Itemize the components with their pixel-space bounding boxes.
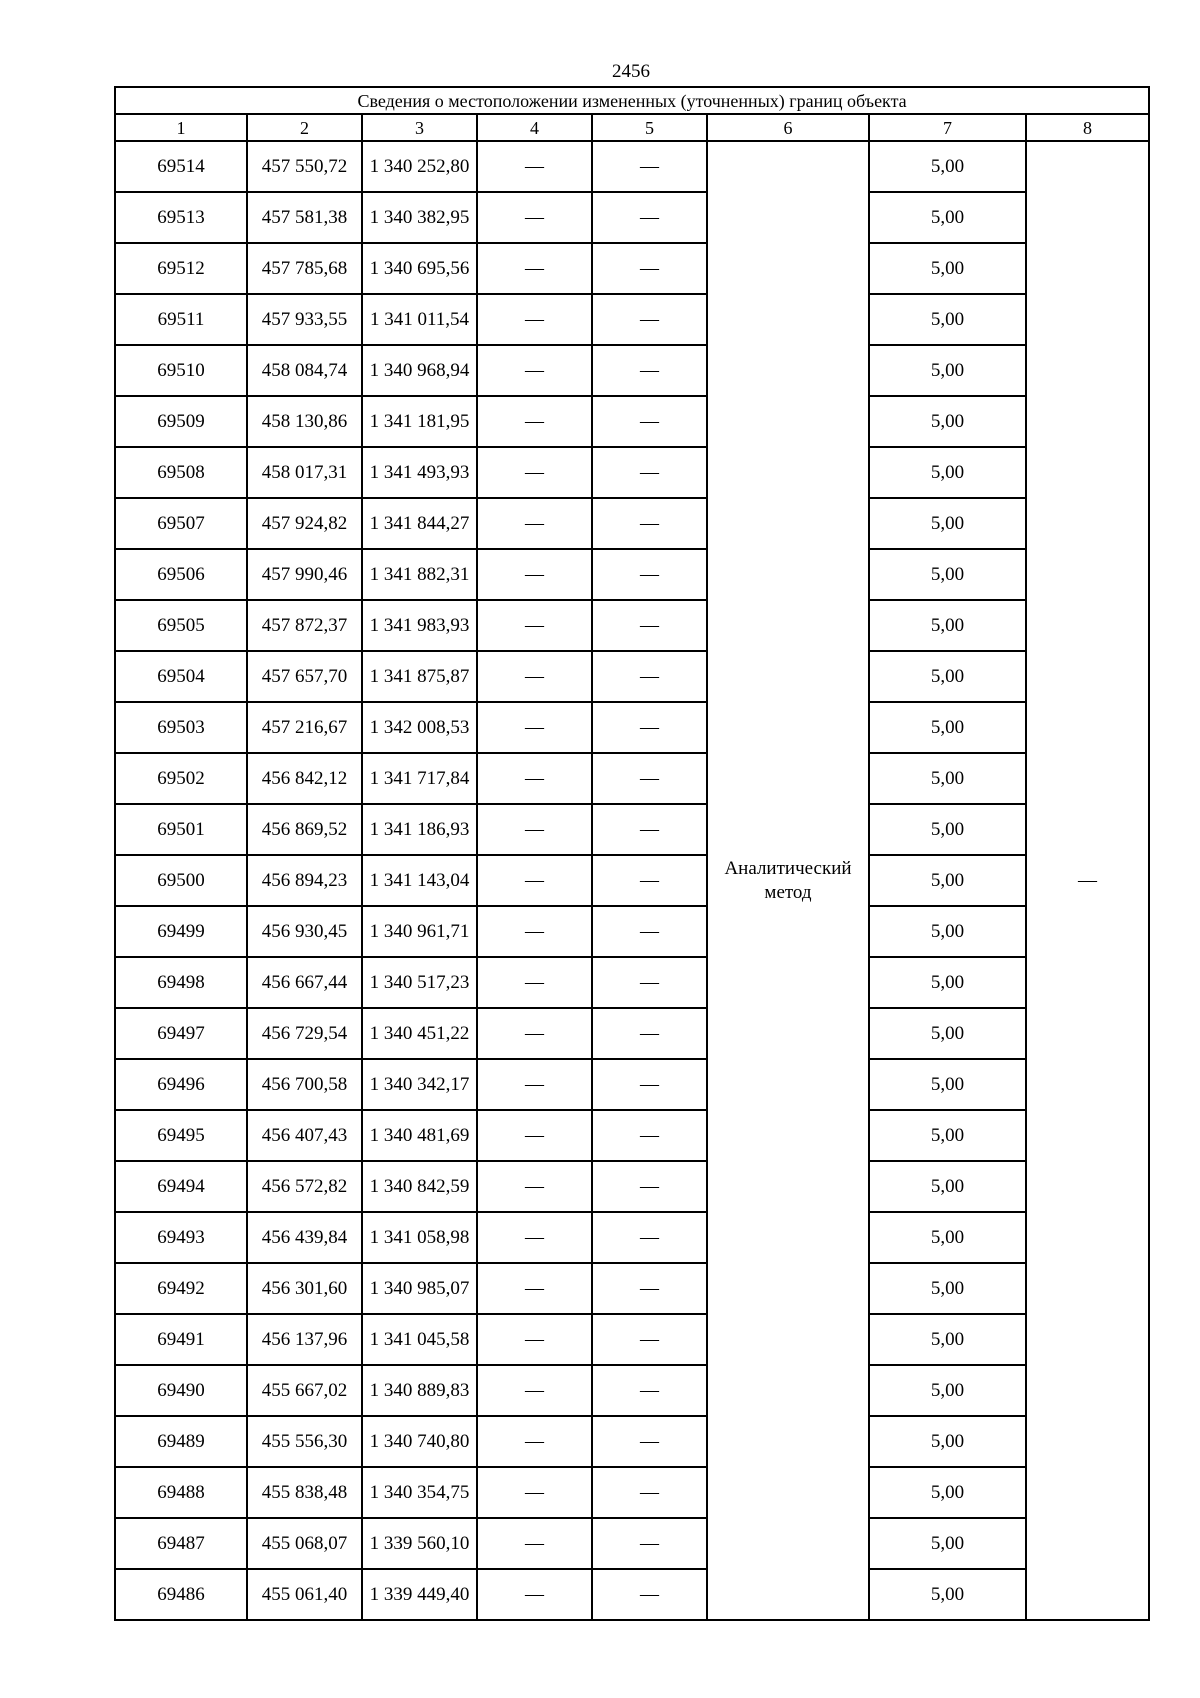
table-row [115,243,1149,294]
column-5-cell: — [592,1365,707,1416]
column-4-cell: — [477,1518,592,1569]
column-number-7: 7 [869,114,1026,141]
table-row [115,804,1149,855]
point-number-cell: 69513 [115,192,247,243]
accuracy-cell: 5,00 [869,1416,1026,1467]
x-coordinate-cell: 456 842,12 [247,753,362,804]
column-5-cell: — [592,1059,707,1110]
column-4-cell: — [477,651,592,702]
column-5-cell: — [592,1263,707,1314]
point-number-cell: 69488 [115,1467,247,1518]
column-5-cell: — [592,702,707,753]
column-5-cell: — [592,192,707,243]
column-5-cell: — [592,855,707,906]
column-8-cell: — [1026,141,1149,1620]
column-5-cell: — [592,1416,707,1467]
x-coordinate-cell: 458 017,31 [247,447,362,498]
accuracy-cell: 5,00 [869,192,1026,243]
column-number-3: 3 [362,114,477,141]
point-number-cell: 69495 [115,1110,247,1161]
column-4-cell: — [477,1569,592,1620]
table-row [115,1161,1149,1212]
column-4-cell: — [477,1467,592,1518]
y-coordinate-cell: 1 341 143,04 [362,855,477,906]
table-row [115,447,1149,498]
column-5-cell: — [592,498,707,549]
column-5-cell: — [592,345,707,396]
x-coordinate-cell: 457 872,37 [247,600,362,651]
table-row [115,549,1149,600]
column-5-cell: — [592,1161,707,1212]
x-coordinate-cell: 456 407,43 [247,1110,362,1161]
y-coordinate-cell: 1 341 875,87 [362,651,477,702]
accuracy-cell: 5,00 [869,1467,1026,1518]
column-4-cell: — [477,1059,592,1110]
column-4-cell: — [477,1008,592,1059]
table-row [115,1008,1149,1059]
x-coordinate-cell: 457 924,82 [247,498,362,549]
table-row [115,396,1149,447]
point-number-cell: 69507 [115,498,247,549]
page-number: 2456 [612,61,650,82]
y-coordinate-cell: 1 340 451,22 [362,1008,477,1059]
column-5-cell: — [592,804,707,855]
y-coordinate-cell: 1 340 252,80 [362,141,477,192]
table-body [115,141,1149,1620]
point-number-cell: 69487 [115,1518,247,1569]
table-row [115,345,1149,396]
table-row [115,906,1149,957]
column-4-cell: — [477,345,592,396]
table-row [115,141,1149,192]
y-coordinate-cell: 1 341 011,54 [362,294,477,345]
y-coordinate-cell: 1 340 985,07 [362,1263,477,1314]
x-coordinate-cell: 457 933,55 [247,294,362,345]
point-number-cell: 69503 [115,702,247,753]
column-5-cell: — [592,1008,707,1059]
point-number-cell: 69496 [115,1059,247,1110]
column-number-8: 8 [1026,114,1149,141]
column-5-cell: — [592,600,707,651]
x-coordinate-cell: 458 084,74 [247,345,362,396]
point-number-cell: 69491 [115,1314,247,1365]
x-coordinate-cell: 457 990,46 [247,549,362,600]
table-row [115,1569,1149,1620]
x-coordinate-cell: 456 930,45 [247,906,362,957]
table-row [115,1212,1149,1263]
accuracy-cell: 5,00 [869,141,1026,192]
y-coordinate-cell: 1 340 842,59 [362,1161,477,1212]
point-number-cell: 69489 [115,1416,247,1467]
column-4-cell: — [477,957,592,1008]
y-coordinate-cell: 1 340 354,75 [362,1467,477,1518]
point-number-cell: 69502 [115,753,247,804]
boundary-coordinates-table [114,86,1150,1621]
y-coordinate-cell: 1 341 717,84 [362,753,477,804]
accuracy-cell: 5,00 [869,396,1026,447]
x-coordinate-cell: 458 130,86 [247,396,362,447]
y-coordinate-cell: 1 340 517,23 [362,957,477,1008]
x-coordinate-cell: 456 572,82 [247,1161,362,1212]
table-row [115,192,1149,243]
table-caption: Сведения о местоположении измененных (уточненных) границ объекта [115,87,1149,114]
table-row [115,294,1149,345]
y-coordinate-cell: 1 340 481,69 [362,1110,477,1161]
accuracy-cell: 5,00 [869,957,1026,1008]
y-coordinate-cell: 1 339 560,10 [362,1518,477,1569]
x-coordinate-cell: 457 581,38 [247,192,362,243]
point-number-cell: 69486 [115,1569,247,1620]
column-4-cell: — [477,753,592,804]
y-coordinate-cell: 1 342 008,53 [362,702,477,753]
x-coordinate-cell: 455 061,40 [247,1569,362,1620]
x-coordinate-cell: 456 137,96 [247,1314,362,1365]
table-row [115,1518,1149,1569]
column-5-cell: — [592,1569,707,1620]
column-5-cell: — [592,141,707,192]
column-4-cell: — [477,1314,592,1365]
table-row [115,600,1149,651]
x-coordinate-cell: 455 838,48 [247,1467,362,1518]
column-4-cell: — [477,855,592,906]
point-number-cell: 69511 [115,294,247,345]
table-row [115,1263,1149,1314]
column-4-cell: — [477,600,592,651]
accuracy-cell: 5,00 [869,243,1026,294]
point-number-cell: 69508 [115,447,247,498]
column-4-cell: — [477,396,592,447]
accuracy-cell: 5,00 [869,600,1026,651]
table-row [115,957,1149,1008]
column-5-cell: — [592,957,707,1008]
point-number-cell: 69499 [115,906,247,957]
accuracy-cell: 5,00 [869,549,1026,600]
table-row [115,498,1149,549]
x-coordinate-cell: 456 700,58 [247,1059,362,1110]
column-5-cell: — [592,1212,707,1263]
column-5-cell: — [592,243,707,294]
point-number-cell: 69505 [115,600,247,651]
x-coordinate-cell: 457 657,70 [247,651,362,702]
point-number-cell: 69494 [115,1161,247,1212]
point-number-cell: 69493 [115,1212,247,1263]
column-4-cell: — [477,906,592,957]
point-number-cell: 69490 [115,1365,247,1416]
column-4-cell: — [477,1110,592,1161]
x-coordinate-cell: 457 216,67 [247,702,362,753]
y-coordinate-cell: 1 340 961,71 [362,906,477,957]
x-coordinate-cell: 456 439,84 [247,1212,362,1263]
column-4-cell: — [477,498,592,549]
column-4-cell: — [477,141,592,192]
column-number-4: 4 [477,114,592,141]
point-number-cell: 69504 [115,651,247,702]
accuracy-cell: 5,00 [869,702,1026,753]
accuracy-cell: 5,00 [869,906,1026,957]
y-coordinate-cell: 1 340 889,83 [362,1365,477,1416]
accuracy-cell: 5,00 [869,1059,1026,1110]
x-coordinate-cell: 455 068,07 [247,1518,362,1569]
point-number-cell: 69510 [115,345,247,396]
table-row [115,1365,1149,1416]
point-number-cell: 69500 [115,855,247,906]
column-number-row [115,114,1149,141]
column-5-cell: — [592,1467,707,1518]
accuracy-cell: 5,00 [869,1212,1026,1263]
column-number-5: 5 [592,114,707,141]
accuracy-cell: 5,00 [869,804,1026,855]
accuracy-cell: 5,00 [869,1365,1026,1416]
column-5-cell: — [592,1518,707,1569]
accuracy-cell: 5,00 [869,1314,1026,1365]
y-coordinate-cell: 1 341 844,27 [362,498,477,549]
point-number-cell: 69497 [115,1008,247,1059]
x-coordinate-cell: 456 894,23 [247,855,362,906]
table-row [115,1314,1149,1365]
point-number-cell: 69498 [115,957,247,1008]
table-row [115,753,1149,804]
x-coordinate-cell: 457 785,68 [247,243,362,294]
y-coordinate-cell: 1 341 045,58 [362,1314,477,1365]
accuracy-cell: 5,00 [869,1008,1026,1059]
accuracy-cell: 5,00 [869,447,1026,498]
y-coordinate-cell: 1 340 342,17 [362,1059,477,1110]
column-5-cell: — [592,1314,707,1365]
table-row [115,702,1149,753]
method-cell: Аналитический метод [707,141,869,1620]
column-5-cell: — [592,906,707,957]
accuracy-cell: 5,00 [869,1161,1026,1212]
table-row [115,1467,1149,1518]
y-coordinate-cell: 1 341 186,93 [362,804,477,855]
x-coordinate-cell: 456 869,52 [247,804,362,855]
column-5-cell: — [592,396,707,447]
y-coordinate-cell: 1 340 382,95 [362,192,477,243]
column-5-cell: — [592,753,707,804]
x-coordinate-cell: 455 667,02 [247,1365,362,1416]
column-5-cell: — [592,651,707,702]
accuracy-cell: 5,00 [869,855,1026,906]
table-row [115,855,1149,906]
y-coordinate-cell: 1 340 695,56 [362,243,477,294]
column-5-cell: — [592,447,707,498]
column-4-cell: — [477,294,592,345]
accuracy-cell: 5,00 [869,1263,1026,1314]
column-number-2: 2 [247,114,362,141]
x-coordinate-cell: 456 667,44 [247,957,362,1008]
x-coordinate-cell: 456 301,60 [247,1263,362,1314]
column-4-cell: — [477,1416,592,1467]
column-5-cell: — [592,1110,707,1161]
table-row [115,1110,1149,1161]
column-4-cell: — [477,192,592,243]
x-coordinate-cell: 455 556,30 [247,1416,362,1467]
y-coordinate-cell: 1 341 882,31 [362,549,477,600]
column-4-cell: — [477,243,592,294]
point-number-cell: 69492 [115,1263,247,1314]
accuracy-cell: 5,00 [869,651,1026,702]
accuracy-cell: 5,00 [869,1110,1026,1161]
point-number-cell: 69514 [115,141,247,192]
column-4-cell: — [477,1365,592,1416]
point-number-cell: 69506 [115,549,247,600]
y-coordinate-cell: 1 340 740,80 [362,1416,477,1467]
accuracy-cell: 5,00 [869,294,1026,345]
accuracy-cell: 5,00 [869,1569,1026,1620]
accuracy-cell: 5,00 [869,498,1026,549]
y-coordinate-cell: 1 341 983,93 [362,600,477,651]
point-number-cell: 69501 [115,804,247,855]
column-4-cell: — [477,447,592,498]
accuracy-cell: 5,00 [869,1518,1026,1569]
point-number-cell: 69512 [115,243,247,294]
y-coordinate-cell: 1 341 181,95 [362,396,477,447]
column-4-cell: — [477,1212,592,1263]
column-4-cell: — [477,549,592,600]
y-coordinate-cell: 1 339 449,40 [362,1569,477,1620]
accuracy-cell: 5,00 [869,753,1026,804]
column-5-cell: — [592,294,707,345]
table-row [115,1416,1149,1467]
table-row [115,1059,1149,1110]
column-5-cell: — [592,549,707,600]
column-4-cell: — [477,1263,592,1314]
column-4-cell: — [477,1161,592,1212]
x-coordinate-cell: 457 550,72 [247,141,362,192]
y-coordinate-cell: 1 341 058,98 [362,1212,477,1263]
column-number-6: 6 [707,114,869,141]
y-coordinate-cell: 1 340 968,94 [362,345,477,396]
column-number-1: 1 [115,114,247,141]
table-row [115,651,1149,702]
y-coordinate-cell: 1 341 493,93 [362,447,477,498]
point-number-cell: 69509 [115,396,247,447]
x-coordinate-cell: 456 729,54 [247,1008,362,1059]
accuracy-cell: 5,00 [869,345,1026,396]
column-4-cell: — [477,702,592,753]
column-4-cell: — [477,804,592,855]
